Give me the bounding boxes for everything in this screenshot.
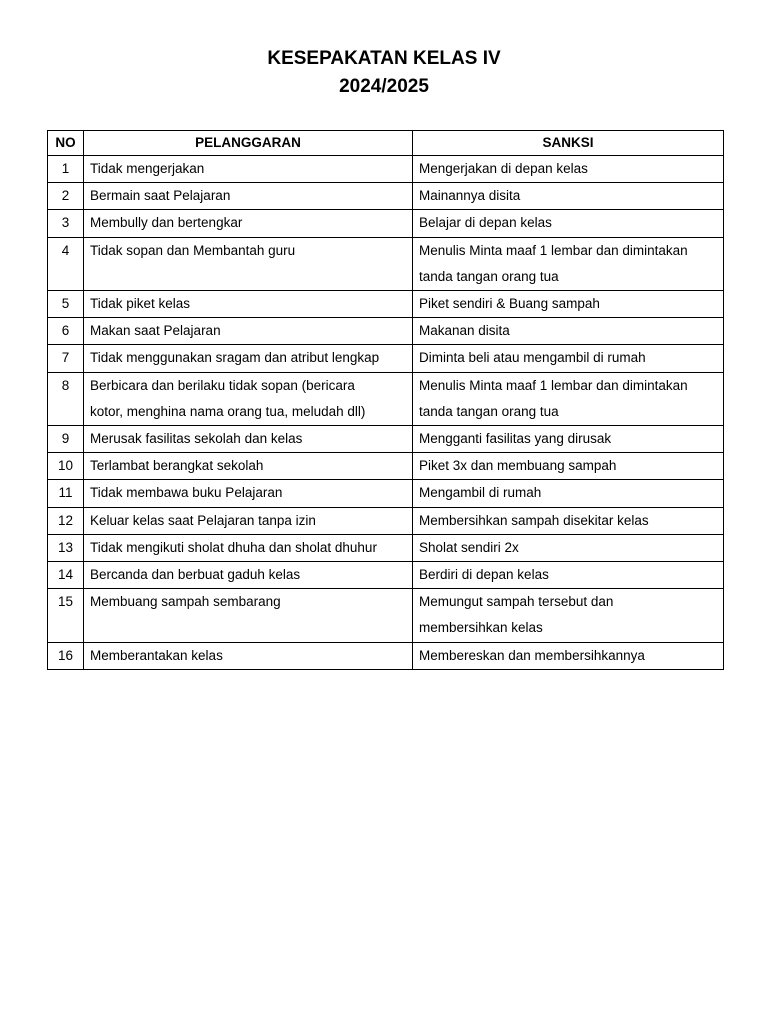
violation-line: Bermain saat Pelajaran (90, 188, 231, 204)
row-number: 1 (48, 156, 84, 183)
sanction-cell (413, 507, 724, 534)
violation-cell (84, 291, 413, 318)
row-number: 7 (48, 345, 84, 372)
header-sanksi: SANKSI (413, 131, 724, 156)
table-row (48, 480, 724, 507)
violation-line: Tidak mengerjakan (90, 161, 205, 176)
sanction-line: Mainannya disita (419, 188, 521, 204)
sanction-line: Mengganti fasilitas yang dirusak (419, 431, 612, 447)
violation-line: Tidak piket kelas (90, 296, 191, 312)
sanction-line: membersihkan kelas (419, 620, 543, 636)
violation-line: Tidak membawa buku Pelajaran (90, 485, 283, 501)
sanction-cell (413, 480, 724, 507)
table-row (48, 562, 724, 589)
violation-cell (84, 534, 413, 561)
sanction-line: Memungut sampah tersebut dan (419, 594, 614, 610)
table-row (48, 237, 724, 290)
violation-cell (84, 318, 413, 345)
sanction-line: Piket 3x dan membuang sampah (419, 458, 617, 474)
violation-line: Makan saat Pelajaran (90, 323, 221, 339)
row-number: 2 (48, 183, 84, 210)
sanction-cell (413, 156, 724, 183)
sanction-cell (413, 426, 724, 453)
sanction-line: Membersihkan sampah disekitar kelas (419, 512, 649, 528)
sanction-line: Piket sendiri & Buang sampah (419, 296, 600, 312)
violation-line: kotor, menghina nama orang tua, meludah dll) (90, 403, 366, 419)
sanction-cell (413, 318, 724, 345)
table-row (48, 318, 724, 345)
violation-line: Keluar kelas saat Pelajaran tanpa izin (90, 512, 316, 528)
table-row (48, 156, 724, 183)
sanction-line: Diminta beli atau mengambil di rumah (419, 350, 646, 366)
table-row (48, 345, 724, 372)
row-number: 4 (48, 237, 84, 290)
row-number: 8 (48, 372, 84, 425)
sanction-line: Berdiri di depan kelas (419, 567, 549, 583)
violation-cell (84, 345, 413, 372)
header-pelanggaran: PELANGGARAN (84, 131, 413, 156)
sanction-line: tanda tangan orang tua (419, 268, 559, 284)
violation-cell (84, 183, 413, 210)
violation-line: Membuang sampah sembarang (90, 594, 281, 610)
violation-line: Tidak sopan dan Membantah guru (90, 242, 296, 258)
sanction-cell (413, 345, 724, 372)
table-row (48, 426, 724, 453)
violation-cell (84, 480, 413, 507)
table-row (48, 372, 724, 425)
table-row (48, 291, 724, 318)
violation-cell (84, 507, 413, 534)
violation-cell (84, 372, 413, 425)
violation-line: Merusak fasilitas sekolah dan kelas (90, 431, 303, 447)
sanction-cell (413, 534, 724, 561)
document-year: 2024/2025 (339, 76, 429, 97)
rules-table (47, 130, 724, 670)
violation-cell (84, 237, 413, 290)
sanction-line: Belajar di depan kelas (419, 215, 552, 231)
row-number: 13 (48, 534, 84, 561)
sanction-line: Membereskan dan membersihkannya (419, 647, 645, 663)
sanction-cell (413, 237, 724, 290)
violation-line: Memberantakan kelas (90, 647, 223, 663)
sanction-cell (413, 372, 724, 425)
violation-cell (84, 453, 413, 480)
table-row (48, 534, 724, 561)
sanction-cell (413, 183, 724, 210)
violation-cell (84, 562, 413, 589)
violation-cell (84, 426, 413, 453)
violation-cell (84, 642, 413, 669)
table-row (48, 453, 724, 480)
row-number: 9 (48, 426, 84, 453)
violation-line: Tidak menggunakan sragam dan atribut lengkap (90, 350, 380, 366)
violation-line: Terlambat berangkat sekolah (90, 458, 264, 474)
violation-cell (84, 156, 413, 183)
table-row (48, 589, 724, 642)
table-header-row (48, 131, 724, 156)
violation-line: Membully dan bertengkar (90, 215, 243, 231)
table-row (48, 642, 724, 669)
sanction-cell (413, 210, 724, 237)
table-row (48, 183, 724, 210)
sanction-cell (413, 642, 724, 669)
table-row (48, 507, 724, 534)
sanction-line: Mengambil di rumah (419, 485, 542, 501)
header-no: NO (48, 131, 84, 156)
row-number: 16 (48, 642, 84, 669)
table-row (48, 210, 724, 237)
sanction-cell (413, 453, 724, 480)
row-number: 11 (48, 480, 84, 507)
violation-cell (84, 210, 413, 237)
row-number: 6 (48, 318, 84, 345)
sanction-line: Sholat sendiri 2x (419, 539, 519, 555)
table-body (48, 156, 724, 670)
violation-line: Tidak mengikuti sholat dhuha dan sholat dhuhur (90, 539, 377, 555)
row-number: 15 (48, 589, 84, 642)
row-number: 14 (48, 562, 84, 589)
violation-line: Berbicara dan berilaku tidak sopan (bericara (90, 377, 355, 393)
row-number: 10 (48, 453, 84, 480)
sanction-line: Menulis Minta maaf 1 lembar dan dimintakan (419, 242, 688, 258)
sanction-line: Mengerjakan di depan kelas (419, 161, 588, 176)
sanction-line: Menulis Minta maaf 1 lembar dan dimintakan (419, 377, 688, 393)
sanction-line: tanda tangan orang tua (419, 403, 559, 419)
violation-cell (84, 589, 413, 642)
sanction-line: Makanan disita (419, 323, 510, 339)
violation-line: Bercanda dan berbuat gaduh kelas (90, 567, 301, 583)
row-number: 12 (48, 507, 84, 534)
sanction-cell (413, 291, 724, 318)
row-number: 3 (48, 210, 84, 237)
sanction-cell (413, 562, 724, 589)
document-title: KESEPAKATAN KELAS IV (267, 48, 501, 69)
sanction-cell (413, 589, 724, 642)
row-number: 5 (48, 291, 84, 318)
